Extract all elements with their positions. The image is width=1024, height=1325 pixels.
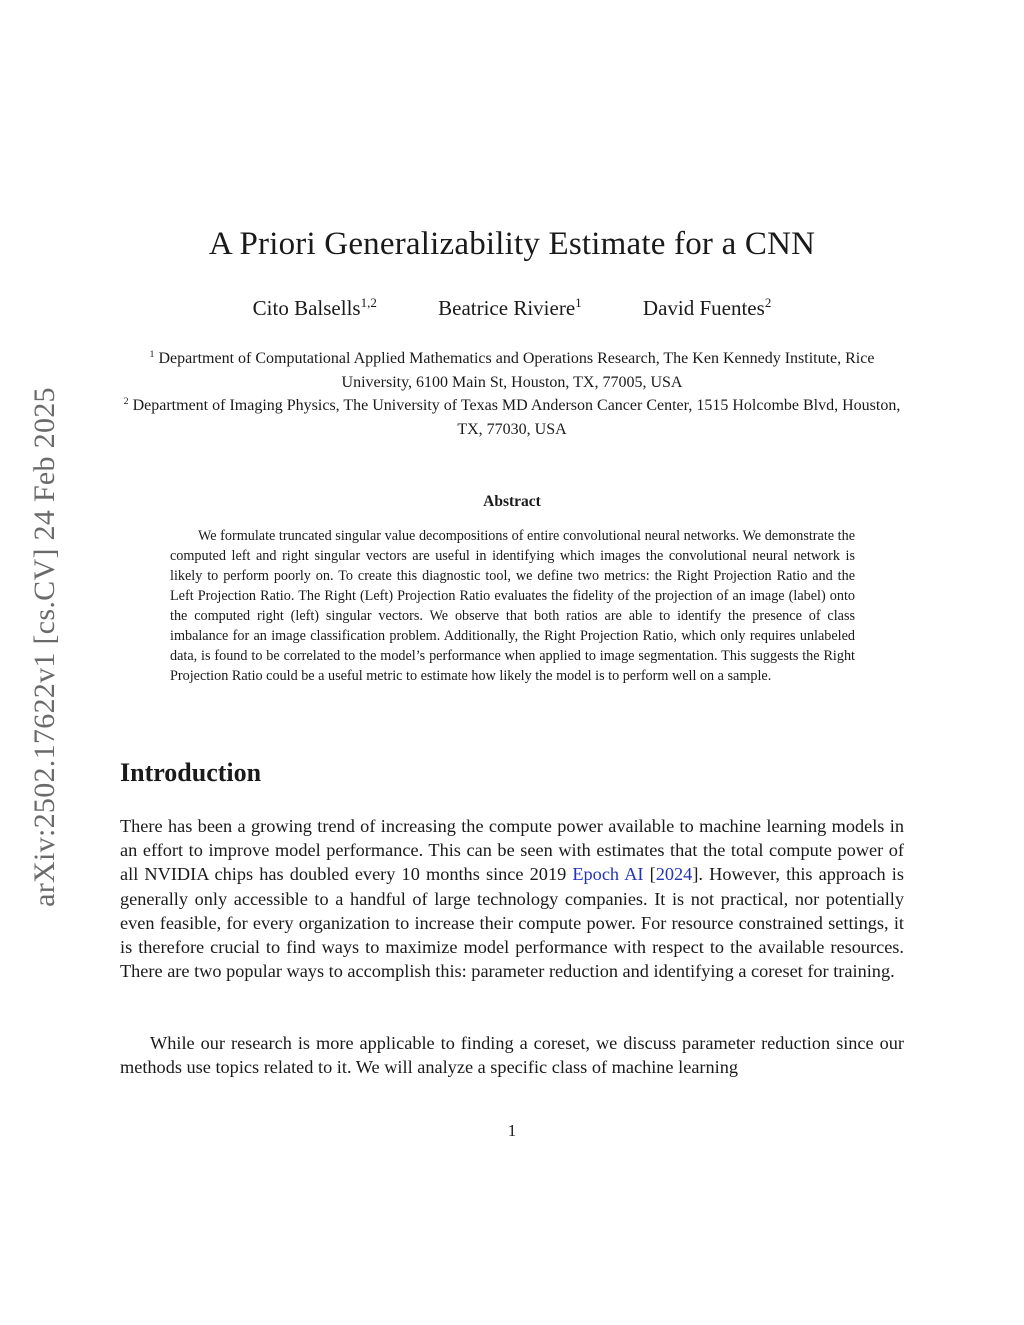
abstract-heading: Abstract [483, 493, 541, 510]
affiliation-mark: 1 [149, 349, 155, 361]
affiliation-text: Department of Imaging Physics, The University of Texas MD Anderson Cancer Center, 1515 Holcombe Blvd, Houston, TX, 77030, USA [132, 397, 901, 438]
arxiv-identifier: arXiv:2502.17622v1 [cs.CV] 24 Feb 2025 [28, 387, 61, 907]
paper-title: A Priori Generalizability Estimate for a CNN [208, 226, 816, 262]
intro-text: There has been a growing trend of increasing the compute power available to machine learning models in an effort to improve model performance. This can be seen with estimates that the total compute power of all NVIDIA chips has doubled every 10 months since 2019 [120, 816, 904, 885]
section-heading-introduction: Introduction [120, 758, 262, 787]
affiliations [120, 347, 904, 441]
author-affiliation-mark: 1,2 [360, 295, 377, 311]
affiliation-mark: 2 [123, 396, 129, 408]
affiliation [120, 394, 904, 441]
author-name: Cito Balsells [252, 296, 361, 320]
author [643, 296, 771, 321]
affiliation [120, 347, 904, 394]
intro-text: ]. However, this approach is generally only accessible to a handful of large technology companies. It is not practical, nor potentially even feasible, for every organization to increase their compute power. For resource constrained settings, it is therefore crucial to find ways to maximize model performance with respect to the available resources. There are two popular ways to accomplish this: parameter reduction and identifying a coreset for training. [120, 864, 904, 982]
intro-paragraph-1 [120, 814, 904, 983]
author-name: Beatrice Riviere [438, 296, 576, 320]
author [438, 296, 582, 321]
intro-paragraph-2: While our research is more applicable to finding a coreset, we discuss parameter reduction since our methods use topics related to it. We will analyze a specific class of machine learning [120, 1033, 904, 1078]
page-number: 1 [507, 1121, 517, 1140]
affiliation-text: Department of Computational Applied Mathematics and Operations Research, The Ken Kennedy Institute, Rice University, 6100 Main St, Houston, TX, 77005, USA [158, 350, 875, 391]
author-affiliation-mark: 2 [764, 295, 772, 311]
abstract-text: We formulate truncated singular value decompositions of entire convolutional neural networks. We demonstrate the computed left and right singular vectors are useful in identifying which images the convolutional neural network is likely to perform poorly on. To create this diagnostic tool, we define two metrics: the Right Projection Ratio and the Left Projection Ratio. The Right (Left) Projection Ratio evaluates the fidelity of the projection of an image (label) onto the computed right (left) singular vectors. We observe that both ratios are able to identify the presence of class imbalance for an image classification problem. Additionally, the Right Projection Ratio, which only requires unlabeled data, is found to be correlated to the model’s performance when applied to image segmentation. This suggests the Right Projection Ratio could be a useful metric to estimate how likely the model is to perform well on a sample. [170, 528, 855, 684]
citation-link-year[interactable]: 2024 [655, 864, 693, 885]
author-affiliation-mark: 1 [575, 295, 582, 311]
arxiv-sidebar-stamp [30, 352, 60, 942]
citation-bracket: [ [643, 864, 656, 885]
citation-link-author[interactable]: Epoch AI [572, 864, 644, 885]
author-list [120, 296, 904, 321]
author-name: David Fuentes [642, 296, 765, 320]
author [253, 296, 377, 321]
